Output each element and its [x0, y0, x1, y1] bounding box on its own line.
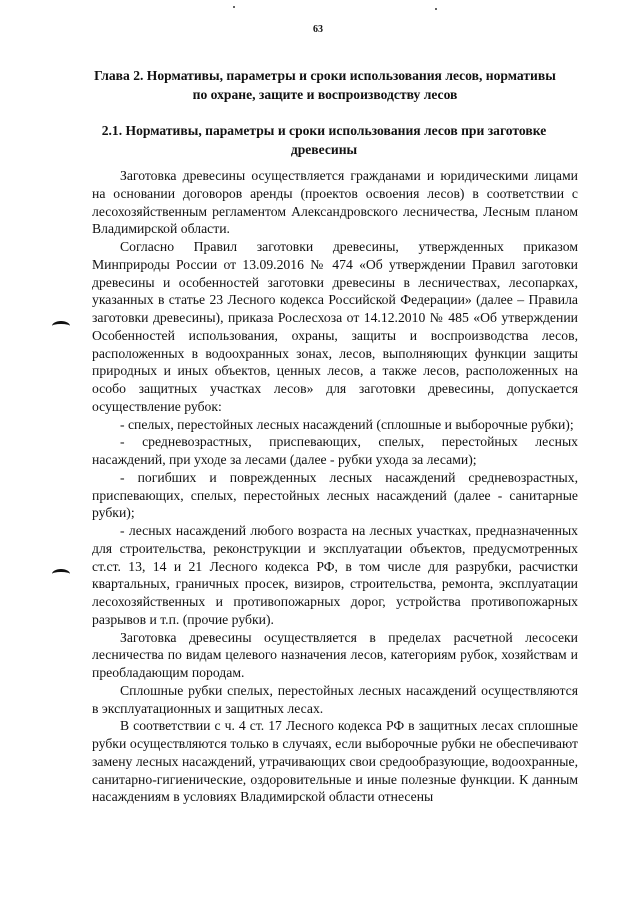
chapter-title: Глава 2. Нормативы, параметры и сроки использования лесов, нормативы по охране, защите и воспроизводству лесов [94, 68, 556, 102]
paragraph: Заготовка древесины осуществляется в пределах расчетной лесосеки лесничества по видам целевого назначения лесов, категориям рубок, хозяйствам и преобладающим породам. [92, 629, 578, 680]
list-item: - спелых, перестойных лесных насаждений (сплошные и выборочные рубки); [120, 416, 574, 432]
section-title: 2.1. Нормативы, параметры и сроки использования лесов при заготовке древесины [101, 123, 547, 157]
page-number: 63 [313, 24, 323, 35]
paragraph: Согласно Правил заготовки древесины, утвержденных приказом Минприроды России от 13.09.2016 № 474 «Об утверждении Правил заготовки древесины и особенностей заготовки древесины в лесничествах, лесопарках, указанных в статье 23 Лесного кодекса Российской Федерации» (далее – Правила заготовки древесины), приказа Рослесхоза от 14.12.2010 № 485 «Об утверждении Особенностей использования, охраны, защиты и воспроизводства лесов, расположенных в водоохранных зонах, лесов, выполняющих функции защиты природных и иных объектов, ценных лесов, а также лесов, расположенных на особо защитных участках лесов» для заготовки древесины, допускается осуществление рубок: [92, 239, 578, 414]
paragraph: Сплошные рубки спелых, перестойных лесных насаждений осуществляются в эксплуатационных и защитных лесах. [92, 682, 578, 716]
paragraph: В соответствии с ч. 4 ст. 17 Лесного кодекса РФ в защитных лесах сплошные рубки осуществляются только в случаях, если выборочные рубки не обеспечивают замену лесных насаждений, утрачивающих свои средообразующие, водоохранные, санитарно-гигиенические, оздоровительные и иные полезные функции. К данным насаждениям в условиях Владимирской области отнесены [92, 718, 578, 805]
body-text [92, 167, 578, 806]
scan-speck [233, 6, 235, 8]
paragraph: Заготовка древесины осуществляется гражданами и юридическими лицами на основании договоров аренды (проектов освоения лесов) в соответствии с лесохозяйственным регламентом Александровского лесничества, Лесным планом Владимирской области. [92, 168, 578, 237]
list-item: - средневозрастных, приспевающих, спелых, перестойных лесных насаждений, при уходе за лесами (далее - рубки ухода за лесами); [92, 434, 578, 467]
scan-speck [435, 8, 437, 10]
binding-hole-mark [52, 569, 70, 579]
list-item: - лесных насаждений любого возраста на лесных участках, предназначенных для строительства, реконструкции и эксплуатации объектов, предусмотренных ст.ст. 13, 14 и 21 Лесного кодекса РФ, в том числе для разрубки, расчистки квартальных, граничных просек, визиров, строительства, ремонта, эксплуатации лесохозяйственных и противопожарных дорог, устройства противопожарных разрывов и т.п. (прочие рубки). [92, 523, 578, 627]
binding-hole-mark [52, 321, 70, 331]
list-item: - погибших и поврежденных лесных насаждений средневозрастных, приспевающих, спелых, перестойных лесных насаждений (далее - санитарные рубки); [92, 469, 578, 521]
